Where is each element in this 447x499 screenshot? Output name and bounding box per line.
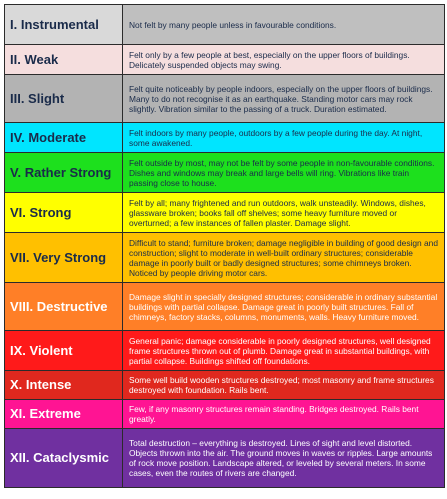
scale-row-8 <box>5 283 444 331</box>
scale-row-4 <box>5 123 444 153</box>
scale-row-7 <box>5 233 444 283</box>
level-description: Total destruction – everything is destroyed. Lines of sight and level distorted. Objects thrown into the air. The ground moves in waves or ripples. Large amounts of rock move position. Landscape altered, or leveled by several meters. In some cases, even the routes of rivers are changed. <box>123 429 444 487</box>
level-label: VIII. Destructive <box>5 283 123 330</box>
level-description: Felt outside by most, may not be felt by some people in non-favourable conditions. Dishes and windows may break and large bells will ring. Vibrations like train passing close to house. <box>123 153 444 192</box>
level-label: I. Instrumental <box>5 5 123 44</box>
level-label: X. Intense <box>5 371 123 399</box>
scale-row-11 <box>5 400 444 429</box>
level-label: VI. Strong <box>5 193 123 232</box>
level-description: Damage slight in specially designed structures; considerable in ordinary substantial buildings with partial collapse. Damage great in poorly built structures. Fall of chimneys, factory stacks, columns, monuments, walls. Heavy furniture moved. <box>123 283 444 330</box>
scale-row-2 <box>5 45 444 75</box>
level-description: General panic; damage considerable in poorly designed structures, well designed frame structures thrown out of plumb. Damage great in substantial buildings, with partial collapse. Buildings shifted off foundations. <box>123 331 444 370</box>
level-description: Felt quite noticeably by people indoors, especially on the upper floors of buildings. Many to do not recognise it as an earthquake. Standing motor cars may rock slightly. Vibration similar to the passing of a truck. Duration estimated. <box>123 75 444 122</box>
level-description: Felt by all; many frightened and run outdoors, walk unsteadily. Windows, dishes, glassware broken; books fall off shelves; some heavy furniture moved or overturned; a few instances of fallen plaster. Damage slight. <box>123 193 444 232</box>
scale-row-12 <box>5 429 444 487</box>
level-description: Few, if any masonry structures remain standing. Bridges destroyed. Rails bent greatly. <box>123 400 444 428</box>
level-label: III. Slight <box>5 75 123 122</box>
level-label: XII. Cataclysmic <box>5 429 123 487</box>
level-label: II. Weak <box>5 45 123 74</box>
level-description: Difficult to stand; furniture broken; damage negligible in building of good design and construction; slight to moderate in well-built ordinary structures; considerable damage in poorly built or badly designed structures; some chimneys broken. Noticed by people driving motor cars. <box>123 233 444 282</box>
scale-row-9 <box>5 331 444 371</box>
scale-row-6 <box>5 193 444 233</box>
level-description: Some well build wooden structures destroyed; most masonry and frame structures destroyed with foundation. Rails bent. <box>123 371 444 399</box>
level-label: VII. Very Strong <box>5 233 123 282</box>
level-label: V. Rather Strong <box>5 153 123 192</box>
level-description: Felt only by a few people at best, especially on the upper floors of buildings. Delicately suspended objects may swing. <box>123 45 444 74</box>
intensity-scale-table <box>4 4 445 488</box>
level-label: XI. Extreme <box>5 400 123 428</box>
scale-row-5 <box>5 153 444 193</box>
scale-row-1 <box>5 5 444 45</box>
level-description: Not felt by many people unless in favourable conditions. <box>123 5 444 44</box>
level-label: IV. Moderate <box>5 123 123 152</box>
scale-row-3 <box>5 75 444 123</box>
level-description: Felt indoors by many people, outdoors by a few people during the day. At night, some awakened. <box>123 123 444 152</box>
level-label: IX. Violent <box>5 331 123 370</box>
scale-row-10 <box>5 371 444 400</box>
